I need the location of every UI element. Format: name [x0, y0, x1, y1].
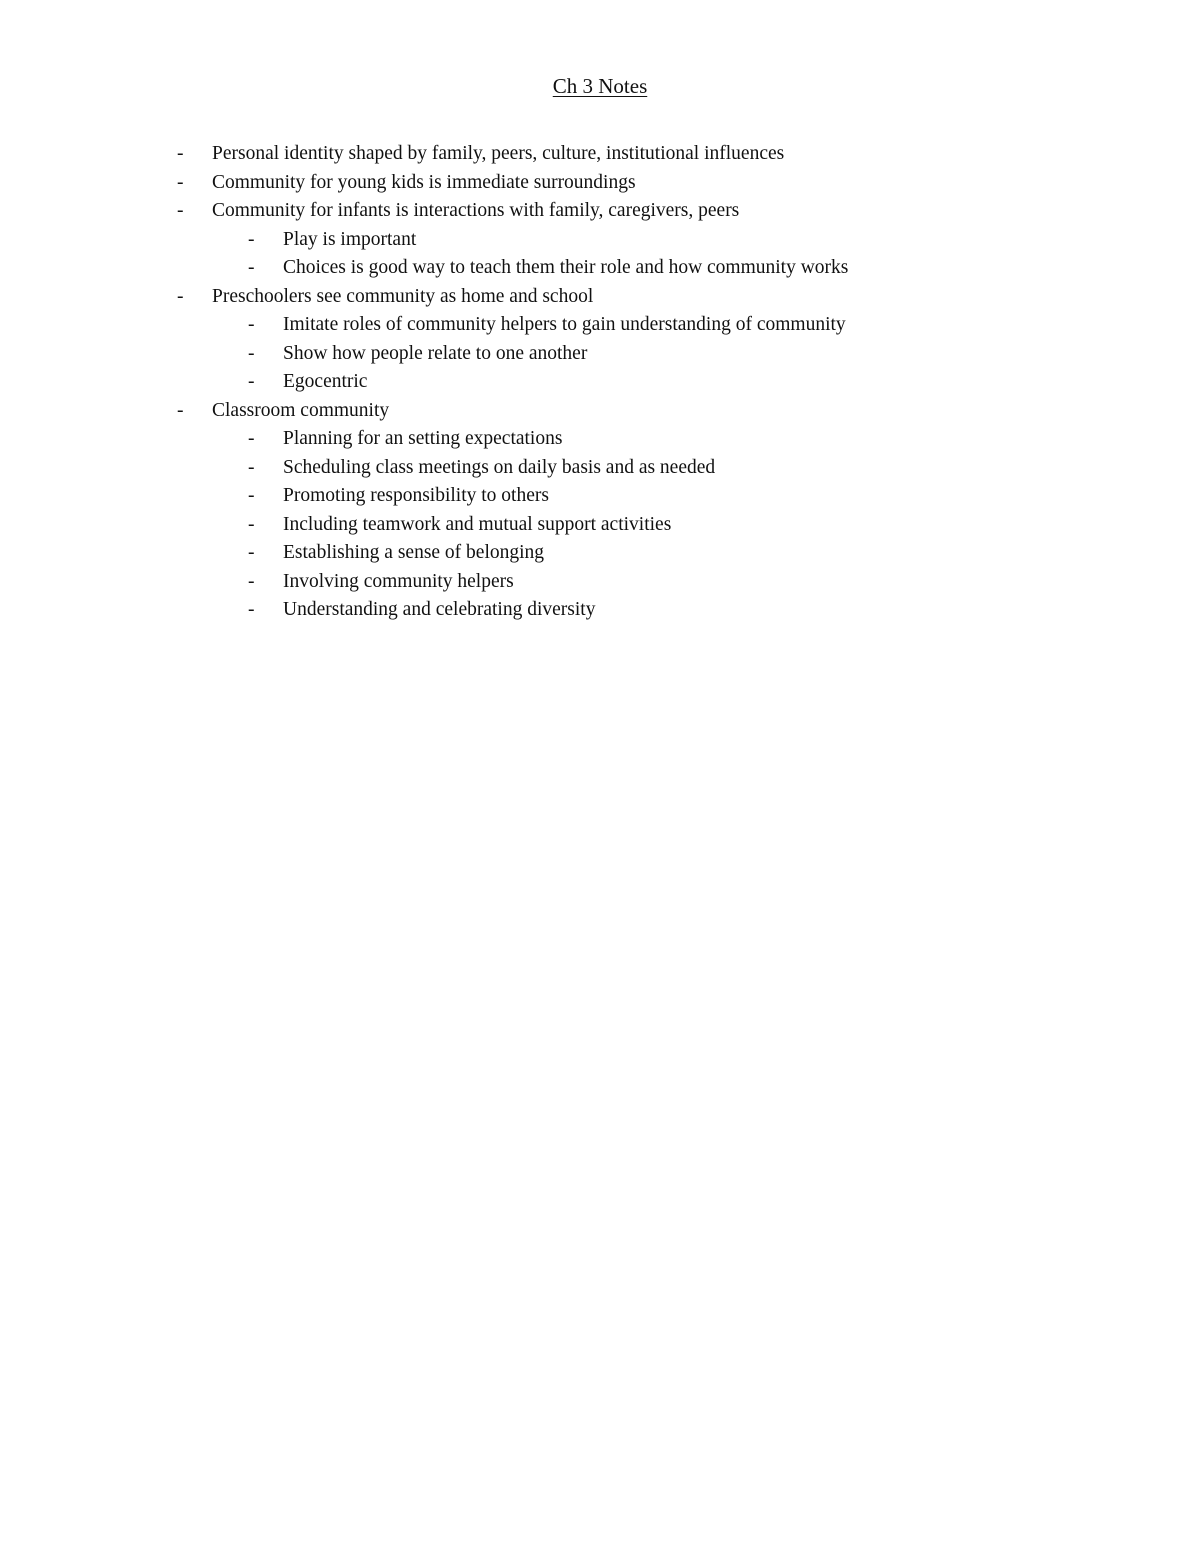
sub-list-item [0, 311, 1200, 340]
sub-list-item [0, 454, 1200, 483]
sub-list-item-text: Choices is good way to teach them their role and how community works [283, 257, 849, 278]
bullet-dash: - [248, 342, 255, 364]
bullet-dash: - [248, 456, 255, 478]
bullet-dash: - [248, 428, 255, 449]
list-item [0, 397, 1200, 426]
list-item [0, 283, 1200, 312]
bullet-dash: - [248, 371, 255, 392]
list-item-text: Classroom community [212, 399, 390, 421]
bullet-dash: - [248, 570, 255, 592]
notes-list [0, 140, 1200, 625]
sub-list-item [0, 539, 1200, 568]
sub-list-item-text: Planning for an setting expectations [283, 428, 563, 449]
sub-list-item-text: Promoting responsibility to others [283, 485, 549, 506]
list-item [0, 197, 1200, 226]
list-item [0, 169, 1200, 198]
bullet-dash: - [248, 314, 255, 335]
bullet-dash: - [248, 513, 255, 535]
sub-list-item [0, 340, 1200, 369]
bullet-dash: - [248, 228, 255, 250]
list-item-text: Community for infants is interactions with family, caregivers, peers [212, 200, 740, 221]
sub-list-item [0, 226, 1200, 255]
list-item-text: Community for young kids is immediate surroundings [212, 171, 636, 193]
sub-list-item [0, 482, 1200, 511]
sub-list-item-text: Scheduling class meetings on daily basis and as needed [283, 456, 716, 478]
page-title [0, 72, 1200, 100]
page-title-text: Ch 3 Notes [552, 74, 648, 98]
list-item-text: Personal identity shaped by family, peers, culture, institutional influences [212, 143, 785, 164]
sub-list-item-text: Including teamwork and mutual support activities [283, 513, 672, 535]
bullet-dash: - [248, 485, 255, 506]
sub-list-item [0, 368, 1200, 397]
sub-list-item-text: Egocentric [283, 371, 368, 392]
bullet-dash: - [248, 257, 255, 278]
bullet-dash: - [248, 542, 255, 563]
sub-list-item [0, 568, 1200, 597]
sub-list-item-text: Play is important [283, 228, 417, 250]
sub-list-item-text: Establishing a sense of belonging [283, 542, 545, 563]
bullet-dash: - [177, 200, 184, 221]
sub-list-item-text: Show how people relate to one another [283, 342, 588, 364]
bullet-dash: - [177, 143, 184, 164]
bullet-dash: - [248, 599, 255, 620]
sub-list-item [0, 596, 1200, 625]
bullet-dash: - [177, 399, 184, 421]
bullet-dash: - [177, 171, 184, 193]
sub-list-item-text: Imitate roles of community helpers to gain understanding of community [283, 314, 846, 335]
sub-list-item-text: Understanding and celebrating diversity [283, 599, 596, 620]
sub-list-item [0, 254, 1200, 283]
sub-list-item-text: Involving community helpers [283, 570, 514, 592]
sub-list-item [0, 425, 1200, 454]
bullet-dash: - [177, 285, 184, 307]
list-item-text: Preschoolers see community as home and school [212, 285, 594, 307]
list-item [0, 140, 1200, 169]
sub-list-item [0, 511, 1200, 540]
